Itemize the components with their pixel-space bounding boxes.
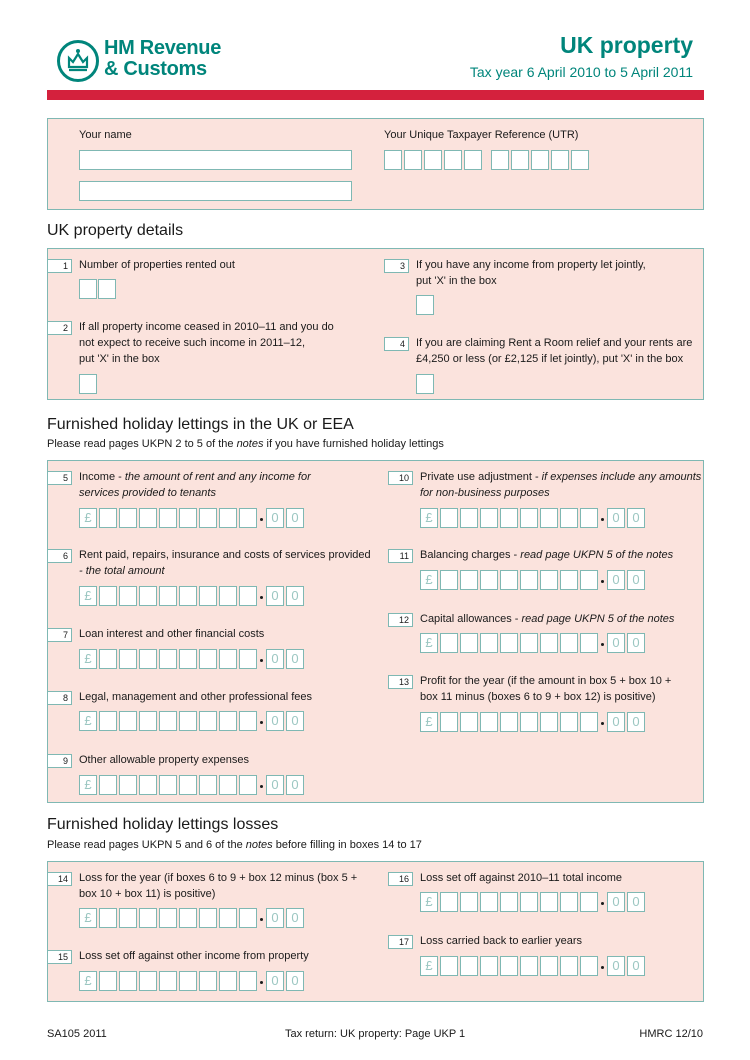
box-6-amount-field-digit[interactable] — [99, 586, 117, 606]
section-heading-property-details: UK property details — [47, 222, 184, 239]
box-7-amount-field-pound-sign[interactable]: £ — [79, 649, 97, 669]
box-6-amount-field-digit[interactable] — [199, 586, 217, 606]
box-13-amount-field-digit[interactable] — [520, 712, 538, 732]
box-17-amount-field-digit[interactable] — [440, 956, 458, 976]
box-number-14: 14 — [47, 872, 72, 886]
box-16-amount-field-pence-1[interactable]: 0 — [607, 892, 625, 912]
box-14-amount-field-decimal-point — [260, 918, 263, 921]
box-10-amount-field-pence-1[interactable]: 0 — [607, 508, 625, 528]
box-5-label: Income - the amount of rent and any income for services provided to tenants — [79, 471, 311, 499]
box-5-amount-field-pence-2[interactable]: 0 — [286, 508, 304, 528]
box-11-amount-field-digit[interactable] — [480, 570, 498, 590]
box-10-amount-field-digit[interactable] — [440, 508, 458, 528]
box-8-amount-field-digit[interactable] — [219, 711, 237, 731]
box-5-amount-field-digit[interactable] — [139, 508, 157, 528]
box-3-label-line-1: If you have any income from property let jointly, — [416, 259, 646, 271]
box-11-amount-field-pound-sign[interactable]: £ — [420, 570, 438, 590]
box-12-amount-field-digit[interactable] — [500, 633, 518, 653]
box-13-amount-field-digit[interactable] — [560, 712, 578, 732]
box-6-amount-field-digit[interactable] — [159, 586, 177, 606]
box-6-amount-field-pence-2[interactable]: 0 — [286, 586, 304, 606]
box-14-label-line-1: Loss for the year (if boxes 6 to 9 + box 12 minus (box 5 + — [79, 872, 358, 884]
box-15-amount-field-digit[interactable] — [99, 971, 117, 991]
box-12-amount-field-digit[interactable] — [580, 633, 598, 653]
box-15-amount-field-pence-2[interactable]: 0 — [286, 971, 304, 991]
box-12-amount-field-digit[interactable] — [520, 633, 538, 653]
box-5-amount-field-decimal-point — [260, 518, 263, 521]
box-number-3: 3 — [384, 259, 409, 273]
box-7-amount-field-pence-2[interactable]: 0 — [286, 649, 304, 669]
box-number-7: 7 — [47, 628, 72, 642]
box-14-amount-field-digit[interactable] — [139, 908, 157, 928]
box-9-amount-field-digit[interactable] — [119, 775, 137, 795]
box-13-label-line-1: Profit for the year (if the amount in box 5 + box 10 + — [420, 675, 672, 687]
box-7-amount-field-digit[interactable] — [119, 649, 137, 669]
box-7-amount-field-pence-1[interactable]: 0 — [266, 649, 284, 669]
box-7-amount-field-digit[interactable] — [239, 649, 257, 669]
utr-digit-cell[interactable] — [571, 150, 589, 170]
box-number-1: 1 — [47, 259, 72, 273]
box-11-amount-field-digit[interactable] — [580, 570, 598, 590]
box-14-amount-field-digit[interactable] — [119, 908, 137, 928]
fhl-note: Please read pages UKPN 2 to 5 of the notes if you have furnished holiday lettings — [47, 438, 444, 450]
box-9-amount-field-decimal-point — [260, 785, 263, 788]
box-3-label-line-2: put 'X' in the box — [416, 275, 497, 287]
section-heading-losses: Furnished holiday lettings losses — [47, 816, 279, 833]
box-13-amount-field-digit[interactable] — [500, 712, 518, 732]
name-field-line-1[interactable] — [79, 150, 352, 170]
losses-note: Please read pages UKPN 5 and 6 of the notes before filling in boxes 14 to 17 — [47, 839, 422, 851]
box-9-amount-field-digit[interactable] — [159, 775, 177, 795]
utr-digit-cell[interactable] — [404, 150, 422, 170]
box-2-label-line-3: put 'X' in the box — [79, 353, 160, 365]
box-7-amount-field-digit[interactable] — [159, 649, 177, 669]
name-field-line-2[interactable] — [79, 181, 352, 201]
box-11-label: Balancing charges - read page UKPN 5 of the notes — [420, 549, 674, 561]
box-7-amount-field-digit[interactable] — [199, 649, 217, 669]
footer-version: HMRC 12/10 — [639, 1028, 703, 1040]
box-13-label — [420, 673, 671, 705]
box-15-amount-field-digit[interactable] — [179, 971, 197, 991]
box-9-amount-field-pence-1[interactable]: 0 — [266, 775, 284, 795]
box-4-checkbox[interactable] — [416, 374, 434, 394]
box-11-amount-field-digit[interactable] — [540, 570, 558, 590]
box-9-amount-field-pence-2[interactable]: 0 — [286, 775, 304, 795]
box-17-amount-field-digit[interactable] — [500, 956, 518, 976]
box-16-amount-field-digit[interactable] — [580, 892, 598, 912]
box-11-amount-field-pence-1[interactable]: 0 — [607, 570, 625, 590]
box-13-amount-field-digit[interactable] — [480, 712, 498, 732]
box-10-amount-field-pence-2[interactable]: 0 — [627, 508, 645, 528]
box-16-amount-field-digit[interactable] — [560, 892, 578, 912]
box-14-amount-field-digit[interactable] — [99, 908, 117, 928]
box-7-amount-field-digit[interactable] — [99, 649, 117, 669]
box-number-12: 12 — [388, 613, 413, 627]
box-12-amount-field-digit[interactable] — [540, 633, 558, 653]
box-8-amount-field-digit[interactable] — [159, 711, 177, 731]
box-15-amount-field-digit[interactable] — [119, 971, 137, 991]
box-9-amount-field-digit[interactable] — [179, 775, 197, 795]
box-7-label: Loan interest and other financial costs — [79, 628, 265, 640]
footer-form-code: SA105 2011 — [47, 1028, 107, 1040]
box-15-amount-field-digit[interactable] — [239, 971, 257, 991]
box-10-amount-field-digit[interactable] — [500, 508, 518, 528]
box-14-label — [79, 870, 357, 902]
box-6-amount-field-digit[interactable] — [179, 586, 197, 606]
box-12-amount-field-digit[interactable] — [560, 633, 578, 653]
box-15-amount-field-digit[interactable] — [159, 971, 177, 991]
box-2-label-line-1: If all property income ceased in 2010–11 and you do — [79, 321, 334, 333]
box-14-amount-field-digit[interactable] — [159, 908, 177, 928]
box-17-amount-field-digit[interactable] — [580, 956, 598, 976]
box-17-amount-field-pence-1[interactable]: 0 — [607, 956, 625, 976]
box-number-4: 4 — [384, 337, 409, 351]
box-13-amount-field-digit[interactable] — [440, 712, 458, 732]
box-10-amount-field-digit[interactable] — [520, 508, 538, 528]
box-9-amount-field-digit[interactable] — [219, 775, 237, 795]
box-2-label — [79, 319, 334, 367]
box-14-amount-field-pence-1[interactable]: 0 — [266, 908, 284, 928]
box-12-amount-field-pence-1[interactable]: 0 — [607, 633, 625, 653]
box-14-amount-field-digit[interactable] — [239, 908, 257, 928]
box-15-amount-field-digit[interactable] — [199, 971, 217, 991]
box-6-amount-field-digit[interactable] — [119, 586, 137, 606]
box-7-amount-field-digit[interactable] — [219, 649, 237, 669]
box-16-amount-field-digit[interactable] — [460, 892, 478, 912]
box-4-label-line-2: £4,250 or less (or £2,125 if let jointly), put 'X' in the box — [416, 353, 684, 365]
box-10-amount-field-digit[interactable] — [480, 508, 498, 528]
box-number-5: 5 — [47, 471, 72, 485]
box-5-amount-field-digit[interactable] — [159, 508, 177, 528]
box-number-9: 9 — [47, 754, 72, 768]
box-12-label: Capital allowances - read page UKPN 5 of the notes — [420, 613, 675, 625]
box-14-amount-field-digit[interactable] — [219, 908, 237, 928]
box-17-amount-field-digit[interactable] — [560, 956, 578, 976]
header-divider-bar — [47, 90, 704, 100]
utr-digit-cell[interactable] — [464, 150, 482, 170]
box-8-amount-field-digit[interactable] — [179, 711, 197, 731]
box-8-amount-field-digit[interactable] — [199, 711, 217, 731]
utr-digit-cell[interactable] — [551, 150, 569, 170]
box-6-amount-field-decimal-point — [260, 596, 263, 599]
box-15-amount-field-pound-sign[interactable]: £ — [79, 971, 97, 991]
box-16-label: Loss set off against 2010–11 total income — [420, 872, 623, 884]
box-8-amount-field-decimal-point — [260, 721, 263, 724]
box-number-2: 2 — [47, 321, 72, 335]
box-12-amount-field-pound-sign[interactable]: £ — [420, 633, 438, 653]
box-5-amount-field-digit[interactable] — [239, 508, 257, 528]
box-12-amount-field-pence-2[interactable]: 0 — [627, 633, 645, 653]
box-number-15: 15 — [47, 950, 72, 964]
box-17-label: Loss carried back to earlier years — [420, 935, 583, 947]
box-5-amount-field-digit[interactable] — [99, 508, 117, 528]
box-6-amount-field-pound-sign[interactable]: £ — [79, 586, 97, 606]
box-5-amount-field-pence-1[interactable]: 0 — [266, 508, 284, 528]
box-5-amount-field-digit[interactable] — [199, 508, 217, 528]
box-11-amount-field-digit[interactable] — [520, 570, 538, 590]
box-15-amount-field-decimal-point — [260, 981, 263, 984]
box-12-amount-field-decimal-point — [601, 643, 604, 646]
box-1-label: Number of properties rented out — [79, 259, 235, 271]
box-17-amount-field-digit[interactable] — [480, 956, 498, 976]
box-number-6: 6 — [47, 549, 72, 563]
box-14-label-line-2: box 10 + box 11) is positive) — [79, 888, 216, 900]
box-11-amount-field-digit[interactable] — [440, 570, 458, 590]
box-13-amount-field-pence-1[interactable]: 0 — [607, 712, 625, 732]
box-12-amount-field-digit[interactable] — [480, 633, 498, 653]
box-17-amount-field-pence-2[interactable]: 0 — [627, 956, 645, 976]
box-16-amount-field-digit[interactable] — [480, 892, 498, 912]
box-9-amount-field-digit[interactable] — [199, 775, 217, 795]
box-11-amount-field-digit[interactable] — [460, 570, 478, 590]
box-6-label: Rent paid, repairs, insurance and costs of services provided - the total amount — [79, 549, 371, 577]
box-13-amount-field-pence-2[interactable]: 0 — [627, 712, 645, 732]
box-16-amount-field-pence-2[interactable]: 0 — [627, 892, 645, 912]
box-6-amount-field-digit[interactable] — [139, 586, 157, 606]
box-12-amount-field-digit[interactable] — [440, 633, 458, 653]
box-3-label — [416, 257, 646, 289]
crown-crest-icon — [57, 40, 99, 82]
box-10-amount-field-digit[interactable] — [580, 508, 598, 528]
box-15-amount-field-pence-1[interactable]: 0 — [266, 971, 284, 991]
box-11-amount-field-pence-2[interactable]: 0 — [627, 570, 645, 590]
hmrc-logo-text — [104, 38, 221, 80]
box-17-amount-field-digit[interactable] — [520, 956, 538, 976]
box-10-amount-field-digit[interactable] — [460, 508, 478, 528]
box-8-amount-field-pence-1[interactable]: 0 — [266, 711, 284, 731]
box-5-amount-field-pound-sign[interactable]: £ — [79, 508, 97, 528]
utr-label: Your Unique Taxpayer Reference (UTR) — [384, 129, 579, 141]
logo-line-2: & Customs — [104, 58, 207, 80]
box-16-amount-field-digit[interactable] — [520, 892, 538, 912]
box-7-amount-field-digit[interactable] — [139, 649, 157, 669]
name-label: Your name — [79, 129, 132, 141]
box-11-amount-field-decimal-point — [601, 580, 604, 583]
box-9-label: Other allowable property expenses — [79, 754, 249, 766]
utr-digit-cell[interactable] — [424, 150, 442, 170]
box-4-label — [416, 335, 692, 367]
box-10-amount-field-decimal-point — [601, 518, 604, 521]
box-number-13: 13 — [388, 675, 413, 689]
logo-line-1: HM Revenue — [104, 37, 222, 59]
box-4-label-line-1: If you are claiming Rent a Room relief and your rents are — [416, 337, 693, 349]
box-15-label: Loss set off against other income from property — [79, 950, 309, 962]
box-number-16: 16 — [388, 872, 413, 886]
utr-digit-cell[interactable] — [444, 150, 462, 170]
footer-page-label: Tax return: UK property: Page UKP 1 — [285, 1028, 466, 1040]
box-10-amount-field-digit[interactable] — [540, 508, 558, 528]
box-8-amount-field-pound-sign[interactable]: £ — [79, 711, 97, 731]
box-12-amount-field-digit[interactable] — [460, 633, 478, 653]
box-13-amount-field-digit[interactable] — [580, 712, 598, 732]
box-5-amount-field-digit[interactable] — [119, 508, 137, 528]
box-1-digit-1[interactable] — [79, 279, 97, 299]
box-16-amount-field-digit[interactable] — [440, 892, 458, 912]
box-14-amount-field-digit[interactable] — [199, 908, 217, 928]
box-number-8: 8 — [47, 691, 72, 705]
box-6-amount-field-pence-1[interactable]: 0 — [266, 586, 284, 606]
box-10-amount-field-digit[interactable] — [560, 508, 578, 528]
box-10-label: Private use adjustment - if expenses include any amounts for non-business purposes — [420, 471, 702, 499]
box-17-amount-field-pound-sign[interactable]: £ — [420, 956, 438, 976]
box-9-amount-field-digit[interactable] — [99, 775, 117, 795]
section-heading-fhl: Furnished holiday lettings in the UK or EEA — [47, 416, 354, 433]
utr-digit-cell[interactable] — [491, 150, 509, 170]
box-15-amount-field-digit[interactable] — [219, 971, 237, 991]
box-2-label-line-2: not expect to receive such income in 2011–12, — [79, 337, 306, 349]
box-8-amount-field-pence-2[interactable]: 0 — [286, 711, 304, 731]
box-10-amount-field-pound-sign[interactable]: £ — [420, 508, 438, 528]
page-title: UK property — [560, 32, 693, 58]
box-8-amount-field-digit[interactable] — [119, 711, 137, 731]
box-1-digit-2[interactable] — [98, 279, 116, 299]
box-14-amount-field-pence-2[interactable]: 0 — [286, 908, 304, 928]
box-7-amount-field-digit[interactable] — [179, 649, 197, 669]
box-9-amount-field-digit[interactable] — [139, 775, 157, 795]
box-9-amount-field-pound-sign[interactable]: £ — [79, 775, 97, 795]
box-8-amount-field-digit[interactable] — [239, 711, 257, 731]
box-5-amount-field-digit[interactable] — [219, 508, 237, 528]
box-number-11: 11 — [388, 549, 413, 563]
box-17-amount-field-digit[interactable] — [460, 956, 478, 976]
box-11-amount-field-digit[interactable] — [500, 570, 518, 590]
box-13-amount-field-digit[interactable] — [540, 712, 558, 732]
box-16-amount-field-decimal-point — [601, 902, 604, 905]
box-6-amount-field-digit[interactable] — [219, 586, 237, 606]
box-11-amount-field-digit[interactable] — [560, 570, 578, 590]
box-8-amount-field-digit[interactable] — [139, 711, 157, 731]
box-13-amount-field-digit[interactable] — [460, 712, 478, 732]
utr-digit-cell[interactable] — [384, 150, 402, 170]
utr-digit-cell[interactable] — [511, 150, 529, 170]
box-3-checkbox[interactable] — [416, 295, 434, 315]
box-13-amount-field-decimal-point — [601, 722, 604, 725]
box-7-amount-field-decimal-point — [260, 659, 263, 662]
box-6-amount-field-digit[interactable] — [239, 586, 257, 606]
box-16-amount-field-pound-sign[interactable]: £ — [420, 892, 438, 912]
box-5-amount-field-digit[interactable] — [179, 508, 197, 528]
box-13-amount-field-pound-sign[interactable]: £ — [420, 712, 438, 732]
box-8-amount-field-digit[interactable] — [99, 711, 117, 731]
box-number-10: 10 — [388, 471, 413, 485]
box-number-17: 17 — [388, 935, 413, 949]
utr-digit-cell[interactable] — [531, 150, 549, 170]
box-17-amount-field-digit[interactable] — [540, 956, 558, 976]
box-2-checkbox[interactable] — [79, 374, 97, 394]
box-13-label-line-2: box 11 minus (boxes 6 to 9 + box 12) is positive) — [420, 691, 656, 703]
box-9-amount-field-digit[interactable] — [239, 775, 257, 795]
box-8-label: Legal, management and other professional fees — [79, 691, 312, 703]
tax-year-text: Tax year 6 April 2010 to 5 April 2011 — [469, 64, 693, 80]
box-17-amount-field-decimal-point — [601, 966, 604, 969]
box-14-amount-field-pound-sign[interactable]: £ — [79, 908, 97, 928]
box-16-amount-field-digit[interactable] — [540, 892, 558, 912]
box-14-amount-field-digit[interactable] — [179, 908, 197, 928]
box-16-amount-field-digit[interactable] — [500, 892, 518, 912]
box-15-amount-field-digit[interactable] — [139, 971, 157, 991]
